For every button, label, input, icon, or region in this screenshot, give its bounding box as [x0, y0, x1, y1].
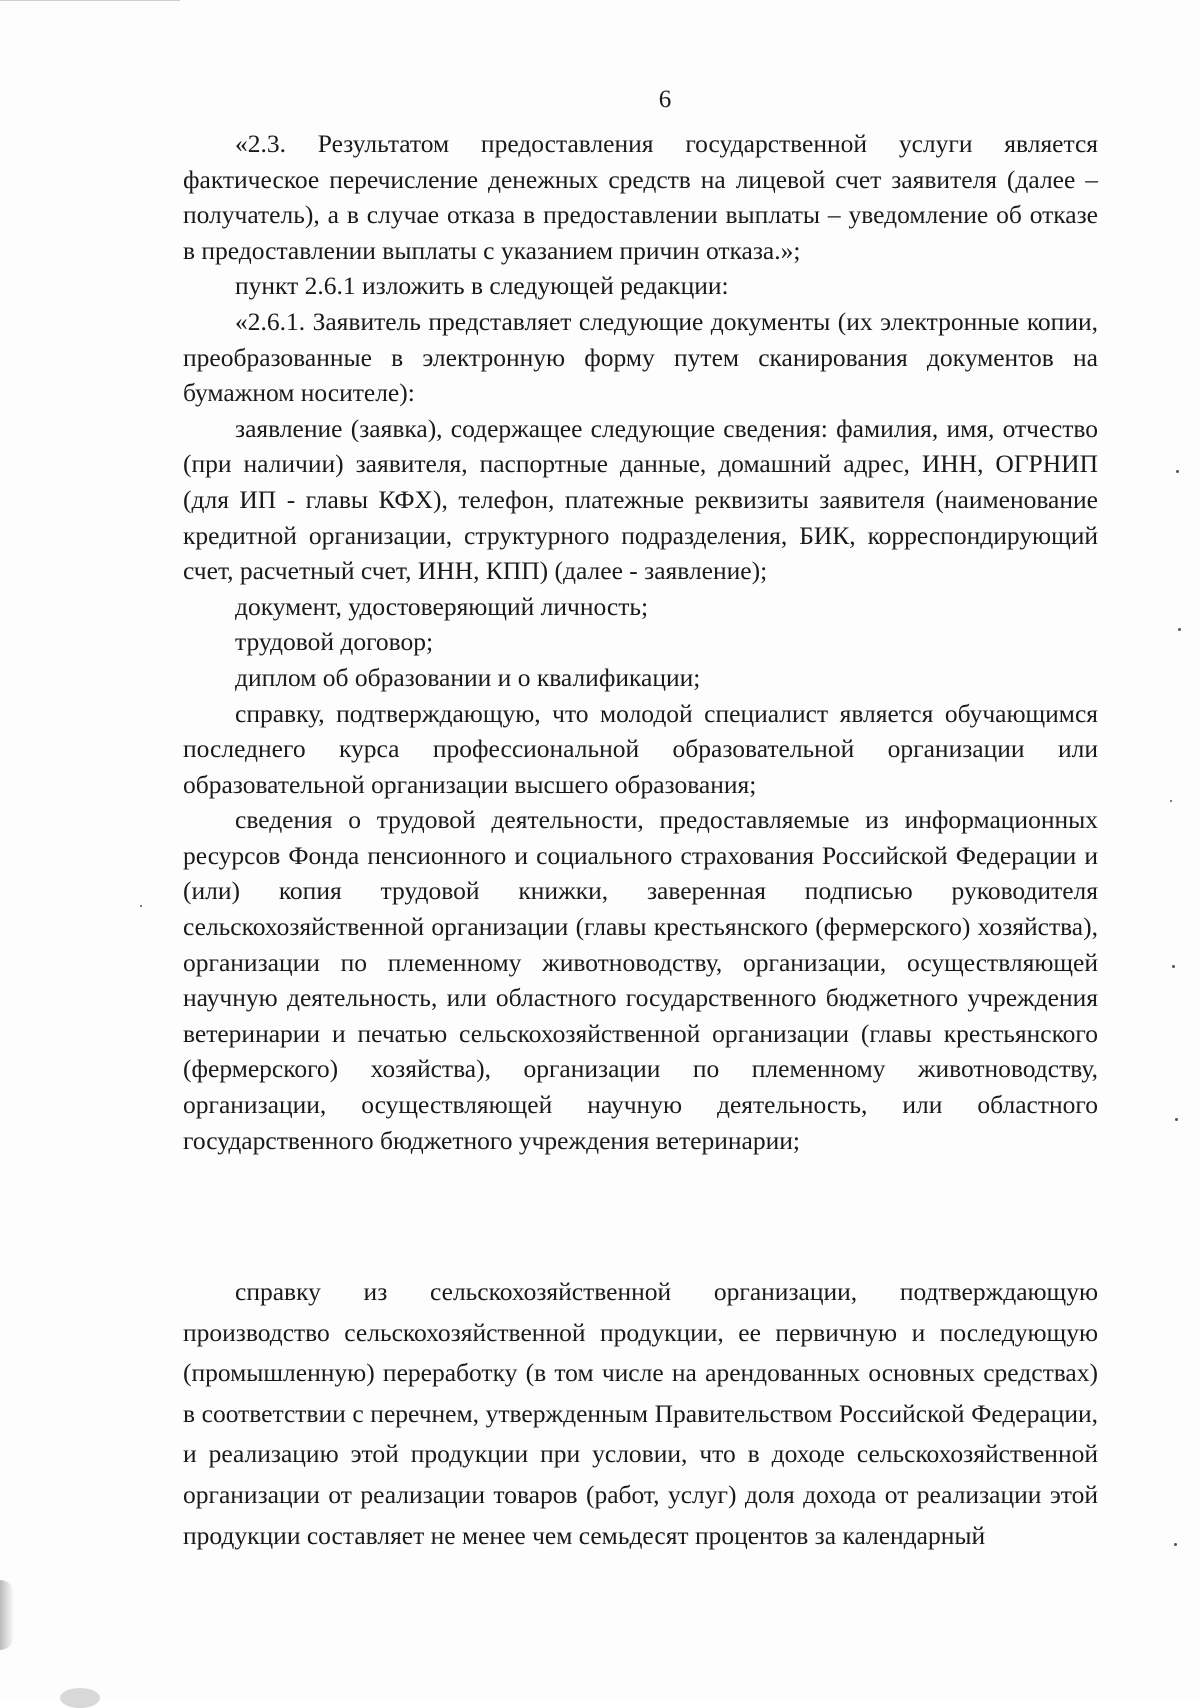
scan-speck	[1172, 965, 1175, 968]
paragraph-work-history: сведения о трудовой деятельности, предоставляемые из информационных ресурсов Фонда пенсионного и социального страхования Российской Федерации и (или) копия трудовой книжки, заверенная подписью руководителя сельскохозяйственной организации (главы крестьянского (фермерского) хозяйства), организации по племенному животноводству, организации, осуществляющей научную деятельность, или областного государственного бюджетного учреждения ветеринарии и печатью сельскохозяйственной организации (главы крестьянского (фермерского) хозяйства), организации по племенному животноводству, организации, осуществляющей научную деятельность, или областного государственного бюджетного учреждения ветеринарии;	[183, 805, 1098, 1155]
paragraph-student-certificate: справку, подтверждающую, что молодой специалист является обучающимся последнего курса профессиональной образовательной организации или образовательной организации высшего образования;	[183, 698, 1098, 799]
paragraph-application-content: заявление (заявка), содержащее следующие сведения: фамилия, имя, отчество (при наличии) заявителя, паспортные данные, домашний адрес, ИНН, ОГРНИП (для ИП - главы КФХ), телефон, платежные реквизиты заявителя (наименование кредитной организации, структурного подразделения, БИК, корреспондирующий счет, расчетный счет, ИНН, КПП) (далее - заявление);	[183, 413, 1098, 586]
document-body-lower	[183, 1272, 1098, 1556]
paragraph-identity-document: документ, удостоверяющий личность;	[235, 591, 649, 621]
paragraph-production-certificate: справку из сельскохозяйственной организации, подтверждающую производство сельскохозяйственной продукции, ее первичную и последующую (промышленную) переработку (в том числе на арендованных основных средствах) в соответствии с перечнем, утвержденным Правительством Российской Федерации, и реализацию этой продукции при условии, что в доходе сельскохозяйственной организации от реализации товаров (работ, услуг) доля дохода от реализации этой продукции составляет не менее чем семьдесят процентов за календарный	[183, 1277, 1098, 1550]
scan-edge-line	[0, 0, 180, 1]
paragraph-applicant-documents: «2.6.1. Заявитель представляет следующие документы (их электронные копии, преобразованные в электронную форму путем сканирования документов на бумажном носителе):	[183, 306, 1098, 408]
paragraph-amendment-instruction: пункт 2.6.1 изложить в следующей редакции:	[235, 271, 729, 301]
scan-speck	[1170, 800, 1172, 802]
scan-speck	[1178, 628, 1181, 631]
scan-speck	[1176, 470, 1179, 473]
scan-edge-shadow	[0, 1580, 14, 1650]
paragraph-result-of-service: «2.3. Результатом предоставления государственной услуги является фактическое перечисление денежных средств на лицевой счет заявителя (далее – получатель), а в случае отказа в предоставлении выплаты – уведомление об отказе в предоставлении выплаты с указанием причин отказа.»;	[183, 129, 1098, 265]
scan-speck	[1175, 1118, 1178, 1121]
paragraph-employment-contract: трудовой договор;	[235, 627, 434, 657]
paragraph-diploma: диплом об образовании и о квалификации;	[235, 662, 701, 692]
page-number: 6	[658, 86, 672, 113]
scan-smudge	[60, 1688, 100, 1708]
scan-speck	[140, 905, 142, 907]
scan-speck	[1174, 1543, 1177, 1546]
document-body-upper	[183, 126, 1098, 1158]
